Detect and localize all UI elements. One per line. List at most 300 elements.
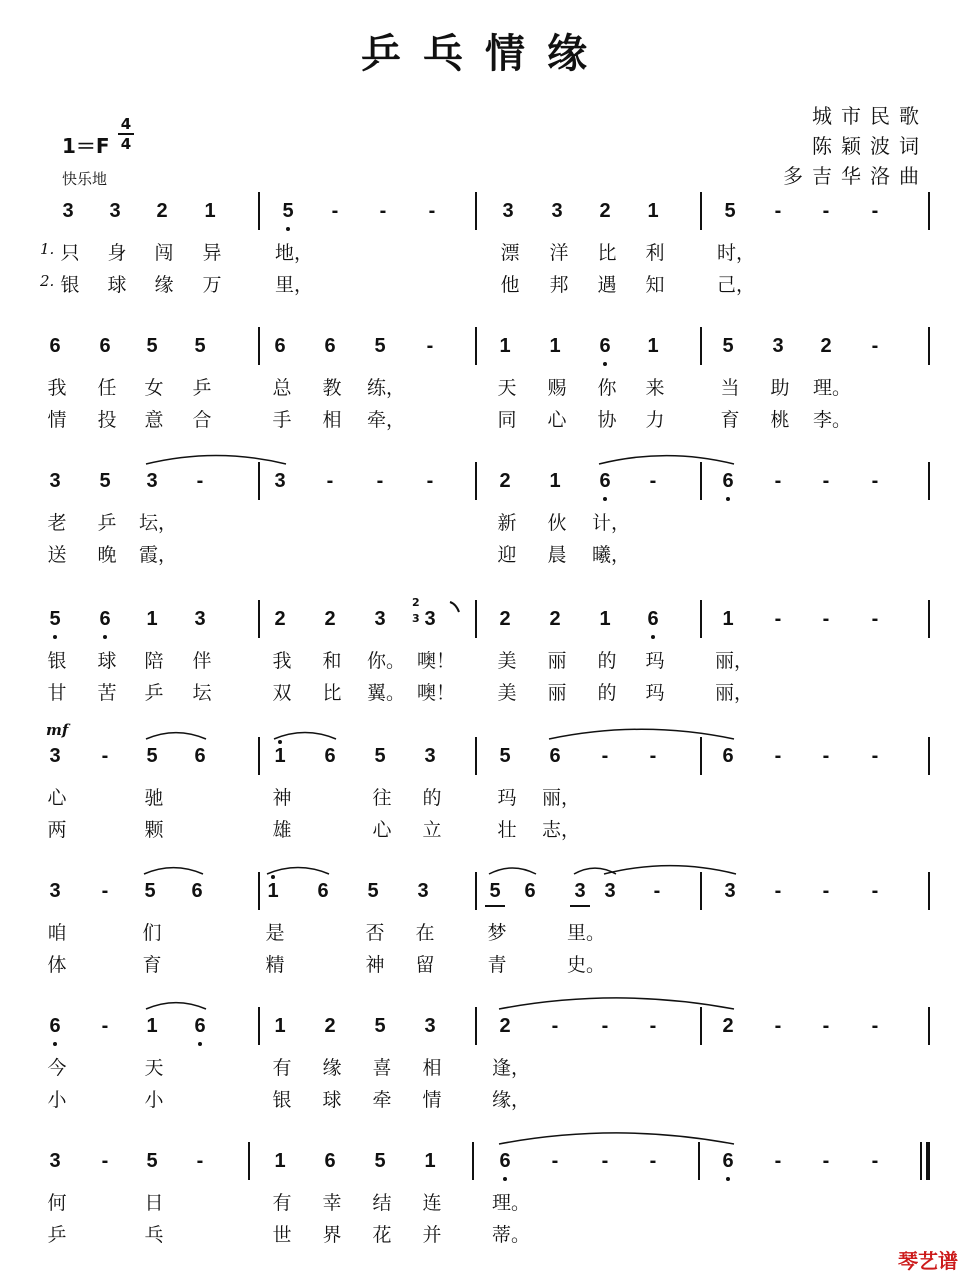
lyric-verse2: 送 xyxy=(47,544,67,566)
bar-line xyxy=(475,872,477,910)
lyric-verse2: 遇 xyxy=(597,274,617,296)
note-1: 1 xyxy=(647,200,659,222)
slur-arc xyxy=(146,733,206,739)
note-5: 5 xyxy=(146,335,158,357)
lyric-verse2: 留 xyxy=(415,954,435,976)
dash-note: - xyxy=(649,470,657,492)
note-2: 2 xyxy=(499,1015,511,1037)
note-5: 5 xyxy=(194,335,206,357)
bar-line xyxy=(700,462,702,500)
bar-line xyxy=(475,462,477,500)
dash-note: - xyxy=(426,335,434,357)
lyric-verse2: 意 xyxy=(144,409,164,431)
note-6: 6 xyxy=(99,608,111,630)
note-2: 2 xyxy=(499,470,511,492)
dash-note: - xyxy=(196,470,204,492)
note-5: 5 xyxy=(144,880,156,902)
dash-note: - xyxy=(822,1150,830,1172)
lyric-verse1: 漂 xyxy=(500,242,520,264)
lyric-verse1: 来 xyxy=(645,377,665,399)
time-signature-bottom: 4 xyxy=(120,135,132,153)
note-6: 6 xyxy=(499,1150,511,1172)
lyric-verse1: 天 xyxy=(144,1057,164,1079)
lyric-verse1: 理。 xyxy=(492,1192,531,1214)
lyric-verse2: 曦， xyxy=(592,544,631,566)
slur-arc xyxy=(549,729,734,739)
bar-line xyxy=(258,192,260,230)
dash-note: - xyxy=(774,745,782,767)
watermark-logo: 琴艺谱 xyxy=(898,1249,958,1273)
bar-line xyxy=(258,1007,260,1045)
lyric-verse1: 乒 xyxy=(97,512,117,534)
lyric-verse1: 伴 xyxy=(192,650,212,672)
lyric-verse2: 壮 xyxy=(497,819,517,841)
note-5: 5 xyxy=(722,335,734,357)
lyric-verse2: 美 xyxy=(497,682,517,704)
lyric-verse1: 缘 xyxy=(322,1057,342,1079)
note-6: 6 xyxy=(599,470,611,492)
note-6: 6 xyxy=(194,1015,206,1037)
lyric-verse1: 球 xyxy=(97,650,117,672)
note-2: 2 xyxy=(722,1015,734,1037)
note-1: 1 xyxy=(146,608,158,630)
note-1: 1 xyxy=(549,335,561,357)
note-5: 5 xyxy=(49,608,61,630)
grace-slide-mark xyxy=(450,602,459,612)
note-1: 1 xyxy=(274,1015,286,1037)
note-2: 2 xyxy=(549,608,561,630)
lyric-verse1: 梦 xyxy=(487,922,507,944)
bar-line-end xyxy=(928,737,930,775)
lyric-verse2: 相 xyxy=(322,409,342,431)
lyric-verse2: 情 xyxy=(422,1089,442,1111)
note-3: 3 xyxy=(502,200,514,222)
slur-arc xyxy=(499,998,734,1009)
note-3: 3 xyxy=(772,335,784,357)
key-signature: 1＝F xyxy=(62,134,110,158)
lyric-verse2: 两 xyxy=(47,819,67,841)
dash-note: - xyxy=(871,880,879,902)
dash-note: - xyxy=(551,1150,559,1172)
dash-note: - xyxy=(822,200,830,222)
lyric-verse1: 丽， xyxy=(715,650,754,672)
note-5: 5 xyxy=(374,335,386,357)
lyric-verse1: 有 xyxy=(272,1057,292,1079)
bar-line xyxy=(475,737,477,775)
note-1: 1 xyxy=(274,745,286,767)
dash-note: - xyxy=(196,1150,204,1172)
lyric-verse2: 银 xyxy=(60,274,80,296)
bar-line-end xyxy=(928,872,930,910)
note-6: 6 xyxy=(194,745,206,767)
bar-line xyxy=(258,327,260,365)
lyric-verse2: 神 xyxy=(365,954,385,976)
lyric-verse1: 连 xyxy=(422,1192,442,1214)
note-3: 3 xyxy=(49,880,61,902)
note-5: 5 xyxy=(282,200,294,222)
dash-note: - xyxy=(871,608,879,630)
lyric-verse1: 乒 xyxy=(192,377,212,399)
final-bar-thick xyxy=(926,1142,930,1180)
lyric-verse2: 牵 xyxy=(372,1089,392,1111)
lyric-verse2: 牵， xyxy=(367,409,406,431)
note-6: 6 xyxy=(99,335,111,357)
lyric-verse1: 天 xyxy=(497,377,517,399)
lyric-verse1: 是 xyxy=(265,922,285,944)
bar-line-end xyxy=(928,192,930,230)
slur-arc xyxy=(274,733,336,739)
note-5: 5 xyxy=(724,200,736,222)
dash-note: - xyxy=(649,745,657,767)
bar-line xyxy=(700,327,702,365)
lyric-verse1: 我 xyxy=(272,650,292,672)
dash-note: - xyxy=(871,335,879,357)
lyric-verse2: 界 xyxy=(322,1224,342,1246)
lyric-verse2: 情 xyxy=(47,409,67,431)
lyric-verse2: 缘， xyxy=(492,1089,531,1111)
lyric-verse1: 只 xyxy=(60,242,80,264)
lyric-verse1: 有 xyxy=(272,1192,292,1214)
lyric-verse1: 心 xyxy=(47,787,67,809)
dynamics-mark: mf xyxy=(46,721,69,739)
dash-note: - xyxy=(822,1015,830,1037)
lyric-verse1: 的 xyxy=(422,787,442,809)
note-6: 6 xyxy=(324,1150,336,1172)
dash-note: - xyxy=(101,1015,109,1037)
lower-octave-dot xyxy=(53,635,57,639)
note-6: 6 xyxy=(274,335,286,357)
dash-note: - xyxy=(871,745,879,767)
lyric-verse1: 喜 xyxy=(372,1057,392,1079)
bar-line xyxy=(258,872,260,910)
note-1: 1 xyxy=(647,335,659,357)
lyric-verse2: 雄 xyxy=(272,819,292,841)
verse-number-1: 1. xyxy=(40,240,55,258)
dash-note: - xyxy=(101,745,109,767)
dash-note: - xyxy=(376,470,384,492)
lyric-verse1: 我 xyxy=(47,377,67,399)
dash-note: - xyxy=(428,200,436,222)
lyric-verse2: 精 xyxy=(265,954,285,976)
lyric-verse2: 翼。 xyxy=(367,682,406,704)
lyric-verse1: 玛 xyxy=(497,787,517,809)
lyric-verse1: 赐 xyxy=(547,377,567,399)
dash-note: - xyxy=(331,200,339,222)
lower-octave-dot xyxy=(651,635,655,639)
dash-note: - xyxy=(649,1150,657,1172)
lyric-verse2: 蒂。 xyxy=(492,1224,531,1246)
verse-number-2: 2. xyxy=(40,272,55,290)
lyric-verse2: 立 xyxy=(422,819,442,841)
note-6: 6 xyxy=(49,1015,61,1037)
lyric-verse1: 何 xyxy=(47,1192,67,1214)
credit-line-source: 城市民歌 xyxy=(812,104,928,128)
lyric-verse1: 玛 xyxy=(645,650,665,672)
lyric-verse2: 球 xyxy=(322,1089,342,1111)
dash-note: - xyxy=(774,608,782,630)
note-6: 6 xyxy=(324,745,336,767)
lyric-verse2: 银 xyxy=(272,1089,292,1111)
note-3: 3 xyxy=(146,470,158,492)
note-3: 3 xyxy=(574,880,586,902)
bar-line xyxy=(700,872,702,910)
lyric-verse1: 否 xyxy=(365,922,385,944)
lower-octave-dot xyxy=(103,635,107,639)
lyric-verse1: 助 xyxy=(770,377,790,399)
lyric-verse2: 邦 xyxy=(549,274,569,296)
lyric-verse2: 合 xyxy=(192,409,212,431)
lyric-verse1: 在 xyxy=(415,922,435,944)
dash-note: - xyxy=(426,470,434,492)
note-6: 6 xyxy=(722,745,734,767)
note-5: 5 xyxy=(489,880,501,902)
dash-note: - xyxy=(379,200,387,222)
slur-arc xyxy=(267,868,329,874)
lyric-verse1: 的 xyxy=(597,650,617,672)
dash-note: - xyxy=(774,470,782,492)
note-3: 3 xyxy=(424,745,436,767)
note-1: 1 xyxy=(549,470,561,492)
note-3: 3 xyxy=(274,470,286,492)
lyric-verse2: 万 xyxy=(202,274,222,296)
note-6: 6 xyxy=(49,335,61,357)
lyric-verse2: 体 xyxy=(47,954,67,976)
bar-line xyxy=(472,1142,474,1180)
credit-line-composer: 多吉华洛曲 xyxy=(783,164,928,188)
lyric-verse2: 小 xyxy=(144,1089,164,1111)
lyric-verse1: 计， xyxy=(592,512,631,534)
bar-line xyxy=(258,462,260,500)
lyric-verse1: 银 xyxy=(47,650,67,672)
dash-note: - xyxy=(871,1150,879,1172)
note-1: 1 xyxy=(499,335,511,357)
lyric-verse2: 桃 xyxy=(770,409,790,431)
lyric-verse1: 结 xyxy=(372,1192,392,1214)
dash-note: - xyxy=(871,470,879,492)
lyric-verse2: 力 xyxy=(645,409,665,431)
lyric-verse1: 逢， xyxy=(492,1057,531,1079)
note-6: 6 xyxy=(191,880,203,902)
bar-line xyxy=(258,600,260,638)
lyric-verse1: 陪 xyxy=(144,650,164,672)
note-6: 6 xyxy=(324,335,336,357)
note-3: 3 xyxy=(424,1015,436,1037)
lyric-verse2: 的 xyxy=(597,682,617,704)
note-2: 2 xyxy=(274,608,286,630)
lyric-verse1: 相 xyxy=(422,1057,442,1079)
lyric-verse2: 乒 xyxy=(144,682,164,704)
lyric-verse1: 身 xyxy=(107,242,127,264)
lyric-verse1: 利 xyxy=(645,242,665,264)
lyric-verse2: 比 xyxy=(322,682,342,704)
note-5: 5 xyxy=(374,1015,386,1037)
lyric-verse1: 神 xyxy=(272,787,292,809)
note-3: 3 xyxy=(417,880,429,902)
bar-line-end xyxy=(928,462,930,500)
note-3: 3 xyxy=(109,200,121,222)
bar-line xyxy=(700,1007,702,1045)
lyric-verse1: 里。 xyxy=(567,922,606,944)
lyric-verse2: 知 xyxy=(645,274,665,296)
dash-note: - xyxy=(822,470,830,492)
note-2: 2 xyxy=(156,200,168,222)
note-6: 6 xyxy=(722,470,734,492)
dash-note: - xyxy=(101,880,109,902)
upper-octave-dot xyxy=(271,875,275,879)
lyric-verse2: 球 xyxy=(107,274,127,296)
slur-arc xyxy=(604,866,736,874)
note-2: 2 xyxy=(324,1015,336,1037)
lyric-verse2: 史。 xyxy=(567,954,606,976)
slur-arc xyxy=(574,868,616,874)
note-1: 1 xyxy=(599,608,611,630)
note-1: 1 xyxy=(204,200,216,222)
dash-note: - xyxy=(822,880,830,902)
credit-line-lyricist: 陈颖波词 xyxy=(812,134,928,158)
lyric-verse2: 并 xyxy=(422,1224,442,1246)
lyric-verse2: 乓 xyxy=(144,1224,164,1246)
tempo-marking: 快乐地 xyxy=(62,170,108,188)
lyric-verse1: 今 xyxy=(47,1057,67,1079)
lyric-verse2: 丽， xyxy=(715,682,754,704)
lyric-verse1: 驰 xyxy=(144,787,164,809)
lyric-verse1: 丽 xyxy=(547,650,567,672)
note-6: 6 xyxy=(317,880,329,902)
dash-note: - xyxy=(822,608,830,630)
lyric-verse1: 女 xyxy=(144,377,164,399)
lyric-verse1: 丽， xyxy=(542,787,581,809)
lyric-verse1: 噢！ xyxy=(417,650,456,672)
slur-arc xyxy=(489,868,536,874)
lyric-verse2: 育 xyxy=(720,409,740,431)
lyric-verse1: 练， xyxy=(367,377,406,399)
lyric-verse1: 当 xyxy=(720,377,740,399)
bar-line xyxy=(258,737,260,775)
note-3: 3 xyxy=(49,1150,61,1172)
lyric-verse2: 同 xyxy=(497,409,517,431)
lyric-verse1: 伙 xyxy=(547,512,567,534)
bar-line xyxy=(475,327,477,365)
note-3: 3 xyxy=(49,470,61,492)
bar-line xyxy=(700,737,702,775)
slur-arc xyxy=(144,868,203,874)
dash-note: - xyxy=(822,745,830,767)
lyric-verse1: 日 xyxy=(144,1192,164,1214)
lyric-verse2: 志， xyxy=(542,819,581,841)
lyric-verse2: 苦 xyxy=(97,682,117,704)
note-5: 5 xyxy=(499,745,511,767)
slur-arc xyxy=(146,1003,206,1009)
note-3: 3 xyxy=(604,880,616,902)
lyric-verse2: 乒 xyxy=(47,1224,67,1246)
dash-note: - xyxy=(774,880,782,902)
lower-octave-dot xyxy=(726,497,730,501)
lyric-verse1: 异 xyxy=(202,242,222,264)
lower-octave-dot xyxy=(286,227,290,231)
grace-note-top: 2 xyxy=(412,596,420,609)
note-5: 5 xyxy=(99,470,111,492)
lyric-verse1: 老 xyxy=(47,512,67,534)
dash-note: - xyxy=(601,1015,609,1037)
lyric-verse1: 理。 xyxy=(813,377,852,399)
note-2: 2 xyxy=(599,200,611,222)
bar-line-end xyxy=(928,600,930,638)
dash-note: - xyxy=(649,1015,657,1037)
lyric-verse1: 们 xyxy=(142,922,162,944)
bar-line xyxy=(248,1142,250,1180)
note-3: 3 xyxy=(194,608,206,630)
lyric-verse2: 霞， xyxy=(139,544,178,566)
lyric-verse2: 小 xyxy=(47,1089,67,1111)
dash-note: - xyxy=(871,200,879,222)
lower-octave-dot xyxy=(198,1042,202,1046)
lyric-verse2: 里， xyxy=(275,274,314,296)
dash-note: - xyxy=(551,1015,559,1037)
lyric-verse1: 你 xyxy=(597,377,617,399)
dash-note: - xyxy=(601,1150,609,1172)
lyric-verse1: 美 xyxy=(497,650,517,672)
lyric-verse2: 心 xyxy=(547,409,567,431)
note-2: 2 xyxy=(499,608,511,630)
bar-line-end xyxy=(928,1007,930,1045)
lower-octave-dot xyxy=(603,362,607,366)
lyric-verse2: 玛 xyxy=(645,682,665,704)
bar-line xyxy=(475,192,477,230)
note-3: 3 xyxy=(724,880,736,902)
lyric-verse1: 坛， xyxy=(139,512,178,534)
dash-note: - xyxy=(326,470,334,492)
lyric-verse1: 闯 xyxy=(154,242,174,264)
lyric-verse1: 咱 xyxy=(47,922,67,944)
note-5: 5 xyxy=(146,745,158,767)
lyric-verse1: 新 xyxy=(497,512,517,534)
lyric-verse2: 李。 xyxy=(813,409,852,431)
lower-octave-dot xyxy=(503,1177,507,1181)
time-signature-top: 4 xyxy=(120,115,132,133)
lower-octave-dot xyxy=(726,1177,730,1181)
lyric-verse1: 和 xyxy=(322,650,342,672)
lyric-verse1: 比 xyxy=(597,242,617,264)
lyric-verse1: 时， xyxy=(717,242,756,264)
lyric-verse2: 丽 xyxy=(547,682,567,704)
lyric-verse1: 洋 xyxy=(549,242,569,264)
lyric-verse1: 任 xyxy=(97,377,117,399)
note-5: 5 xyxy=(367,880,379,902)
note-3: 3 xyxy=(62,200,74,222)
dash-note: - xyxy=(653,880,661,902)
lyric-verse2: 手 xyxy=(272,409,292,431)
dash-note: - xyxy=(774,1015,782,1037)
lyric-verse2: 迎 xyxy=(497,544,517,566)
lyric-verse2: 心 xyxy=(372,819,392,841)
upper-octave-dot xyxy=(278,740,282,744)
bar-line xyxy=(475,600,477,638)
song-title: 乒乓情缘 xyxy=(361,30,609,77)
dash-note: - xyxy=(101,1150,109,1172)
grace-note-bottom: 3 xyxy=(412,612,420,625)
note-6: 6 xyxy=(599,335,611,357)
bar-line-end xyxy=(928,327,930,365)
lyric-verse2: 世 xyxy=(272,1224,292,1246)
lyric-verse1: 幸 xyxy=(322,1192,342,1214)
slur-arc xyxy=(599,456,734,464)
note-1: 1 xyxy=(146,1015,158,1037)
note-1: 1 xyxy=(274,1150,286,1172)
note-6: 6 xyxy=(549,745,561,767)
lyric-verse1: 你。 xyxy=(367,650,406,672)
lyric-verse2: 晚 xyxy=(97,544,117,566)
note-3: 3 xyxy=(551,200,563,222)
